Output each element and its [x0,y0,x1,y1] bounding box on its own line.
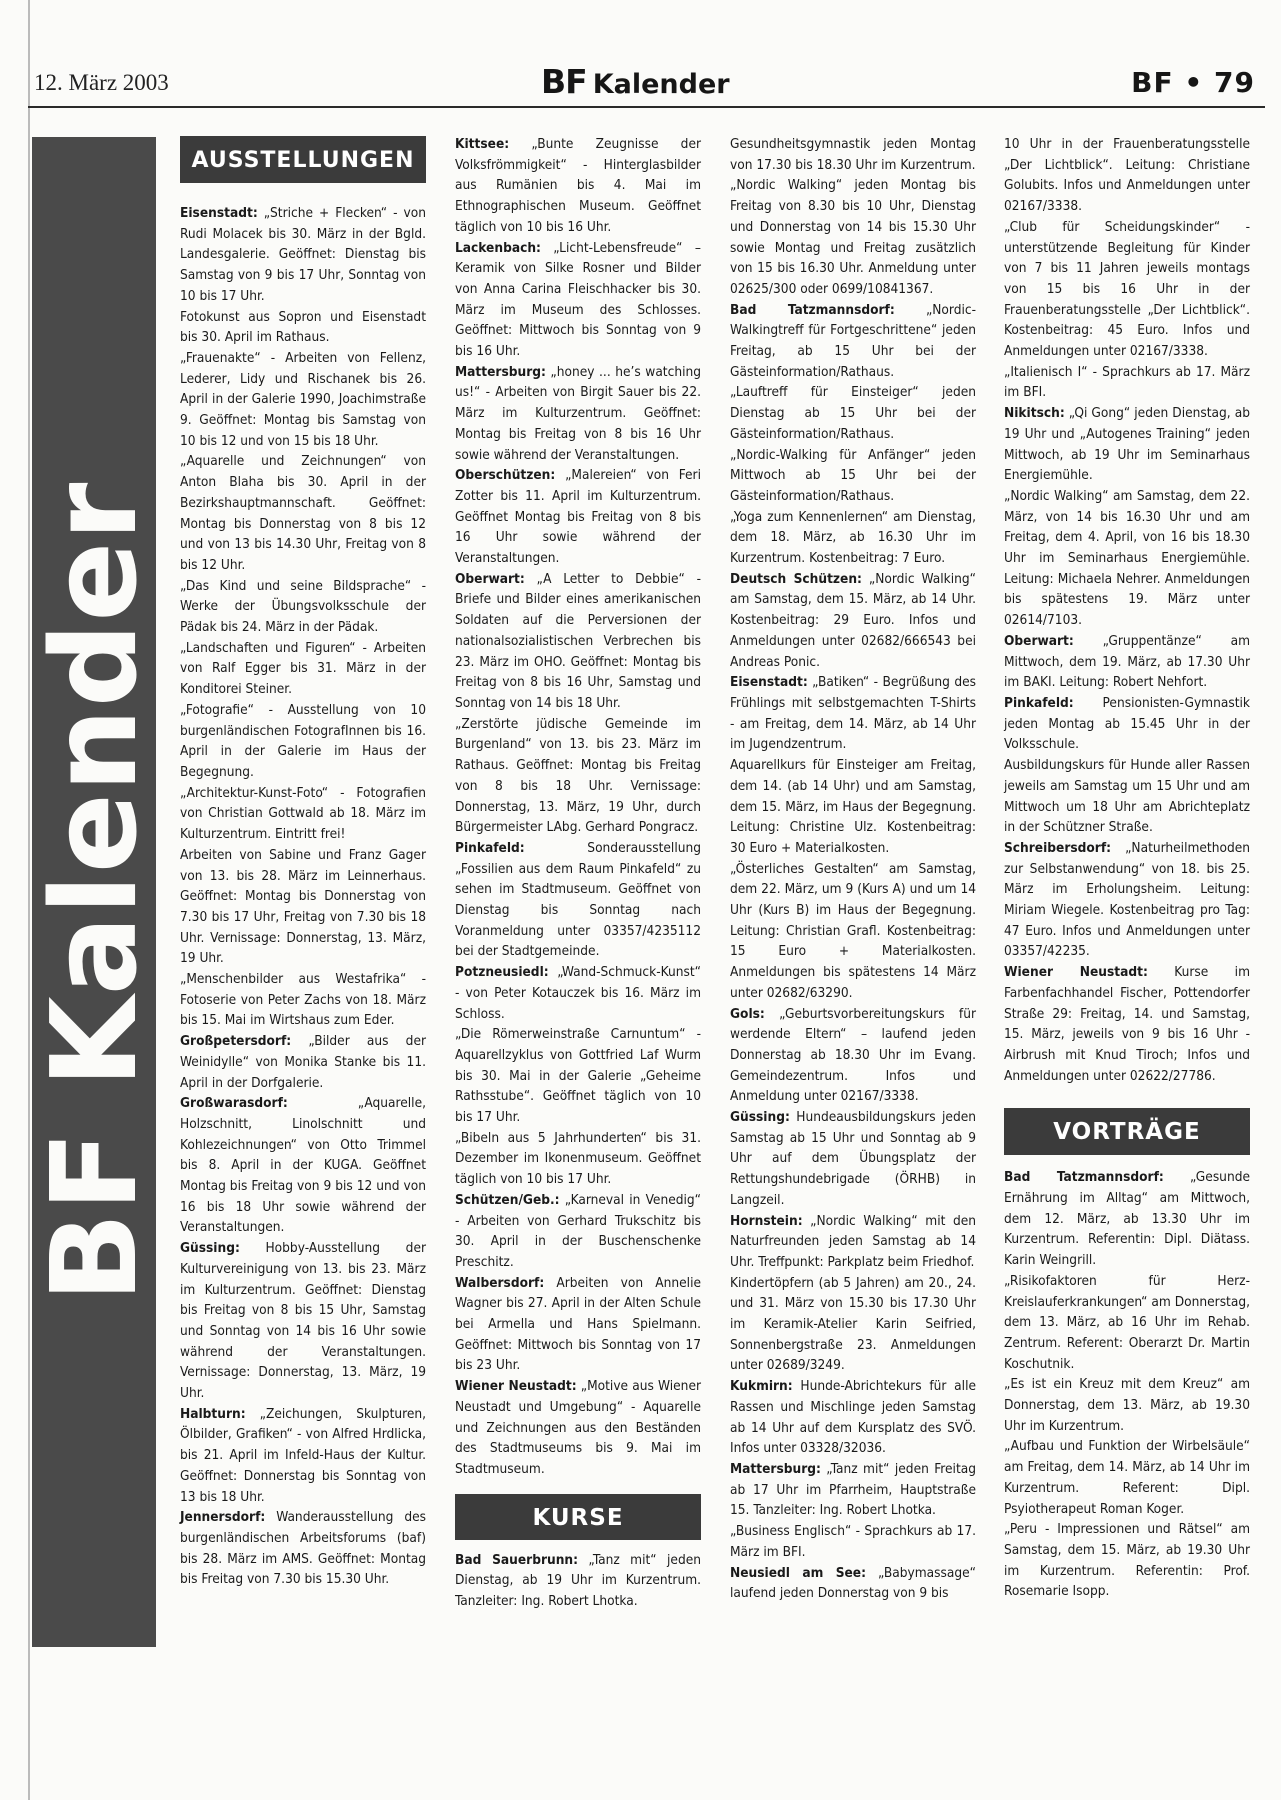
entry-place: Großwarasdorf: [180,1095,288,1112]
calendar-entry [180,1238,426,1404]
entry-text: „A Letter to Debbie“ - Briefe und Bilder eines amerikanischen Soldaten auf die Perversionen der nationalsozialistischen Verbrechen bis 23. März im OHO. Geöffnet: Montag bis Freitag von 8 bis 16 Uhr, Samstag und Sonntag von 14 bis 18 Uhr. [455,570,701,711]
entry-place: Bad Tatzmannsdorf: [1004,1169,1164,1186]
entry-text: „Gesunde Ernährung im Alltag“ am Mittwoch, dem 12. März, ab 13.30 Uhr im Kurzentrum. Referentin: Dipl. Diätass. Karin Weingrill. [1004,1169,1250,1269]
entry-text: „honey ... he’s watching us!“ - Arbeiten von Birgit Sauer bis 22. März im Kulturzentrum. Geöffnet: Montag bis Freitag von 8 bis 16 Uhr sowie während der Veranstaltungen. [455,363,701,463]
calendar-entry [180,451,426,575]
entry-place: Wiener Neustadt: [455,1378,577,1395]
calendar-entry [730,445,976,507]
calendar-entry [455,962,701,1024]
entry-text: „Geburtsvorbereitungskurs für werdende Eltern“ – laufend jeden Donnerstag ab 18.30 Uhr im Evang. Gemeindezentrum. Infos und Anmeldung unter 02167/3338. [730,1005,976,1105]
calendar-entry [180,203,426,307]
calendar-entry [730,1004,976,1108]
calendar-entry [730,1273,976,1377]
calendar-entry [180,1031,426,1093]
entry-text: „Menschenbilder aus Westafrika“ - Fotoserie von Peter Zachs von 18. März bis 15. Mai im Wirtshaus zum Eder. [180,971,426,1029]
calendar-entry [455,838,701,962]
entry-text: „Bilder aus der Weinidylle“ von Monika Stanke bis 11. April in der Dorfgalerie. [180,1033,426,1091]
entry-text: „Nordic-Walking für Anfänger“ jeden Mittwoch ab 15 Uhr bei der Gästeinformation/Rathaus. [730,446,976,504]
calendar-entry [180,845,426,969]
calendar-entry [1004,631,1250,693]
calendar-entry [1004,838,1250,962]
entry-text: „Aquarelle, Holzschnitt, Linolschnitt und Kohlezeichnungen“ von Otto Trimmel bis 8. April in der KUGA. Geöffnet Montag bis Freitag von 9 bis 12 und von 16 bis 18 Uhr sowie während der Veranstaltungen. [180,1095,426,1236]
entry-text: Hundeausbildungskurs jeden Samstag ab 15 Uhr und Sonntag ab 9 Uhr auf dem Übungsplatz der Rettungshundebrigade (ÖRHB) in Langzeil. [730,1109,976,1208]
calendar-entry [180,1093,426,1238]
entry-place: Gols: [730,1005,765,1022]
entry-text: „Nordic-Walkingtreff für Fortgeschrittene“ jeden Freitag, ab 15 Uhr bei der Gästeinformation/Rathaus. [730,301,977,380]
calendar-entry [730,755,976,859]
calendar-entry [180,1507,426,1590]
entry-text: „Frauenakte“ - Arbeiten von Fellenz, Lederer, Lidy und Rischanek bis 26. April in der Galerie 1990, Joachimstraße 9. Geöffnet: Montag bis Samstag von 10 bis 12 und von 15 bis 18 Uhr. [180,349,426,449]
calendar-entry [1004,1271,1250,1375]
entry-place: Potzneusiedl: [455,964,549,981]
entry-place: Lackenbach: [455,239,541,256]
entry-place: Mattersburg: [730,1461,821,1477]
column-4 [1004,134,1250,1602]
entry-text: Sonderausstellung „Fossilien aus dem Raum Pinkafeld“ zu sehen im Stadtmuseum. Geöffnet von Dienstag bis Sonntag nach Voranmeldung unter 03357/4235112 bei der Stadtgemeinde. [455,839,701,960]
calendar-entry [1004,1436,1250,1519]
entries [455,134,701,1480]
calendar-entry [455,1273,701,1377]
calendar-entry [730,300,976,383]
calendar-entry [730,672,976,755]
entry-text: Ausbildungskurs für Hunde aller Rassen jeweils am Samstag um 15 Uhr und am Mittwoch um 18 Uhr am Abrichteplatz in der Schützner Straße. [1004,757,1250,836]
calendar-entry [1004,403,1250,486]
section-heading-ausstellungen: AUSSTELLUNGEN [180,136,426,183]
column-1 [180,134,426,1590]
header-rule [28,106,1265,108]
section-title [541,62,730,101]
calendar-entry [730,1521,976,1562]
side-banner [25,137,163,1647]
entry-text: „Club für Scheidungskinder“ - unterstützende Begleitung für Kinder von 7 bis 11 Jahren jeweils montags von 15 bis 16 Uhr in der Frauenberatungsstelle „Der Lichtblick“. Kostenbeitrag: 45 Euro. Infos und Anmeldungen unter 02167/3338. [1004,218,1250,360]
calendar-entry [1004,486,1250,631]
entry-place: Güssing: [180,1240,240,1257]
entry-place: Jennersdorf: [180,1509,266,1526]
entry-text: „Fotografie“ - Ausstellung von 10 burgenländischen FotografInnen bis 16. April in der Galerie im Haus der Begegnung. [180,701,426,780]
calendar-entry [455,1190,701,1273]
entry-place: Walbersdorf: [455,1274,545,1291]
column-3 [730,134,976,1604]
section-heading-kurse: KURSE [455,1494,701,1540]
calendar-entry [180,783,426,845]
entry-text: Hobby-Ausstellung der Kulturvereinigung von 13. bis 23. März im Kulturzentrum. Geöffnet: Dienstag bis Freitag von 8 bis 15 Uhr, Samstag und Sonntag von 14 bis 16 Uhr sowie während der Veranstaltungen. Vernissage: Donnerstag, 13. März, 19 Uhr. [180,1240,426,1402]
entry-place: Eisenstadt: [730,674,808,691]
calendar-entry [730,569,976,673]
entry-text: Aquarellkurs für Einsteiger am Freitag, dem 14. (ab 14 Uhr) und am Samstag, dem 15. März, im Haus der Begegnung. Leitung: Christine Ulz. Kostenbeitrag: 30 Euro + Materialkosten. [730,757,976,856]
entry-text: „Tanz mit“ jeden Freitag ab 17 Uhr im Pfarrheim, Hauptstraße 15. Tanzleiter: Ing. Robert Lhotka. [730,1461,976,1519]
calendar-entry [455,1550,701,1612]
entry-place: Bad Sauerbrunn: [455,1551,579,1568]
calendar-entry [455,134,701,238]
column-2 [455,134,701,1612]
entry-place: Halbturn: [180,1405,246,1422]
entry-text: „Naturheilmethoden zur Selbstanwendung“ von 18. bis 25. März im Erholungsheim. Leitung: Miriam Wiegele. Kostenbeitrag pro Tag: 47 Euro. Infos und Anmeldungen unter 03357/42235. [1004,839,1250,960]
calendar-entry [455,465,701,569]
entry-text: „Aquarelle und Zeichnungen“ von Anton Blaha bis 30. April in der Bezirkshauptmannschaft. Geöffnet: Montag bis Donnerstag von 8 bis 12 und von 13 bis 14.30 Uhr, Freitag von 8 bis 12 Uhr. [180,453,426,573]
entry-place: Eisenstadt: [180,205,258,221]
entry-place: Kittsee: [455,136,510,152]
calendar-entry [1004,1167,1250,1271]
calendar-entry [1004,1519,1250,1602]
calendar-entry [730,1107,976,1211]
entry-place: Pinkafeld: [455,839,525,856]
entry-text: Hunde-Abrichtekurs für alle Rassen und Mischlinge jeden Samstag ab 14 Uhr auf dem Kursplatz des SVÖ. Infos unter 03328/32036. [730,1378,976,1457]
entry-place: Hornstein: [730,1212,803,1229]
entry-text: „Italienisch I“ - Sprachkurs ab 17. März im BFI. [1004,363,1250,401]
entry-place: Neusiedl am See: [730,1564,866,1581]
entry-text: „Karneval in Venedig“ - Arbeiten von Gerhard Trukschitz bis 30. April in der Buschenschenke Preschitz. [455,1191,701,1270]
side-banner-text: BF Kalender [25,481,163,1303]
entry-text: „Es ist ein Kreuz mit dem Kreuz“ am Donnerstag, dem 13. März, ab 19.30 Uhr im Kurzentrum. [1004,1376,1250,1434]
entry-text: „Bibeln aus 5 Jahrhunderten“ bis 31. Dezember im Ikonenmuseum. Geöffnet täglich von 10 bis 17 Uhr. [455,1129,701,1188]
entry-text: Arbeiten von Annelie Wagner bis 27. April in der Alten Schule bei Armella und Hans Spielmann. Geöffnet: Mittwoch bis Sonntag von 17 bis 23 Uhr. [455,1274,701,1374]
calendar-entry [730,1563,976,1604]
entry-text: „Risikofaktoren für Herz-Kreislauferkrankungen“ am Donnerstag, dem 13. März, ab 16 Uhr im Rehab. Zentrum. Referent: Oberarzt Dr. Martin Koschutnik. [1004,1272,1250,1372]
calendar-entry [180,307,426,348]
entry-text: Arbeiten von Sabine und Franz Gager von 13. bis 28. März im Leinnerhaus. Geöffnet: Montag bis Donnerstag von 7.30 bis 17 Uhr, Freitag von 7.30 bis 18 Uhr. Vernissage: Donnerstag, 13. März, 19 Uhr. [180,846,426,967]
calendar-entry [180,969,426,1031]
entry-text: „Wand-Schmuck-Kunst“ - von Peter Kotauczek bis 16. März im Schloss. [455,964,701,1022]
calendar-entry [730,859,976,1004]
entry-text: Fotokunst aus Sopron und Eisenstadt bis 30. April im Rathaus. [180,308,426,346]
entry-text: „Zerstörte jüdische Gemeinde im Burgenland“ von 13. bis 23. März im Rathaus. Geöffnet: Montag bis Freitag von 8 bis 18 Uhr. Vernissage: Donnerstag, 13. März, 19 Uhr, durch Bürgermeister LAbg. Gerhard Pongracz. [455,715,701,836]
page-number: BF • 79 [1131,66,1255,99]
calendar-entry [455,1376,701,1480]
calendar-entry [730,134,976,175]
entry-place: Schützen/Geb.: [455,1191,560,1208]
calendar-entry [455,569,701,714]
calendar-entry [730,175,976,299]
entry-text: „Yoga zum Kennenlernen“ am Dienstag, dem 18. März, ab 16.30 Uhr im Kurzentrum. Kostenbeitrag: 7 Euro. [730,508,976,567]
entry-text: „Babymassage“ laufend jeden Donnerstag von 9 bis [730,1564,977,1602]
entry-text: „Motive aus Wiener Neustadt und Umgebung“ - Aquarelle und Zeichnungen aus den Beständen des Stadtmuseums bis 9. Mai im Stadtmuseum. [455,1378,701,1477]
entry-text: „Nordic Walking“ jeden Montag bis Freitag von 8.30 bis 10 Uhr, Dienstag und Donnerstag von 14 bis 15.30 Uhr sowie Montag und Freitag zusätzlich von 15 bis 16.30 Uhr. Anmeldung unter 02625/300 oder 0699/10841367. [730,177,976,297]
calendar-entry [180,576,426,638]
entries [455,1550,701,1612]
entry-text: „Gruppentänze“ am Mittwoch, dem 19. März, ab 17.30 Uhr im BAKI. Leitung: Robert Nehfort. [1004,632,1250,691]
calendar-entry [1004,362,1250,403]
entry-text: „Aufbau und Funktion der Wirbelsäule“ am Freitag, dem 14. März, ab 14 Uhr im Kurzentrum. Referent: Dipl. Psyiotherapeut Roman Koger. [1004,1438,1250,1517]
entry-place: Großpetersdorf: [180,1033,292,1050]
entry-place: Oberschützen: [455,467,556,484]
entry-text: „Batiken“ - Begrüßung des Frühlings mit selbstgemachten T-Shirts - am Freitag, dem 14. März, ab 14 Uhr im Jugendzentrum. [730,674,976,753]
entry-text: „Nordic Walking“ am Samstag, dem 15. März, ab 14 Uhr. Kostenbeitrag: 29 Euro. Infos und Anmeldungen unter 02682/666543 bei Andreas Ponic. [730,570,976,670]
entry-place: Wiener Neustadt: [1004,964,1148,981]
entries [1004,134,1250,1086]
entry-text: „Architektur-Kunst-Foto“ - Fotografien von Christian Gottwald ab 18. März im Kulturzentrum. Eintritt frei! [180,784,426,843]
calendar-entry [730,1211,976,1273]
calendar-entry [1004,1374,1250,1436]
entry-text: „Die Römerweinstraße Carnuntum“ - Aquarellzyklus von Gottfried Laf Wurm bis 30. Mai in der Galerie „Geheime Rathsstube“. Geöffnet täglich von 10 bis 17 Uhr. [455,1026,701,1126]
entry-place: Mattersburg: [455,363,546,380]
entry-place: Deutsch Schützen: [730,570,862,587]
entry-place: Nikitsch: [1004,405,1065,422]
entry-text: „Malereien“ von Feri Zotter bis 11. April im Kulturzentrum. Geöffnet Montag bis Freitag von 8 bis 16 Uhr sowie während der Veranstaltungen. [455,467,701,567]
issue-date: 12. März 2003 [34,70,169,95]
entry-text: „Business Englisch“ - Sprachkurs ab 17. März im BFI. [730,1523,976,1560]
entry-text: „Landschaften und Figuren“ - Arbeiten von Ralf Egger bis 31. März in der Konditorei Steiner. [180,639,426,698]
entry-place: Kukmirn: [730,1378,793,1395]
entries [730,134,976,1604]
entry-text: „Nordic Walking“ mit den Naturfreunden jeden Samstag ab 14 Uhr. Treffpunkt: Parkplatz beim Friedhof. [730,1212,976,1270]
entry-text: „Lauftreff für Einsteiger“ jeden Dienstag ab 15 Uhr bei der Gästeinformation/Rathaus. [730,384,976,442]
entries [180,203,426,1590]
calendar-entry [1004,217,1250,362]
calendar-entry [730,382,976,444]
calendar-entry [455,714,701,838]
calendar-entry [455,238,701,362]
entry-text: „Zeichungen, Skulpturen, Ölbilder, Grafiken“ - von Alfred Hrdlicka, bis 21. April im Infeld-Haus der Kultur. Geöffnet: Donnerstag bis Sonntag von 13 bis 18 Uhr. [180,1405,426,1505]
entry-text: „Das Kind und seine Bildsprache“ - Werke der Übungsvolksschule der Pädak bis 24. März in der Pädak. [180,577,426,636]
calendar-entry [730,1376,976,1459]
entry-text: „Nordic Walking“ am Samstag, dem 22. März, von 14 bis 16.30 Uhr und am Freitag, dem 4. April, von 16 bis 18.30 Uhr im Seminarhaus Energiemühle. Leitung: Michaela Nehrer. Anmeldungen bis spätestens 19. März unter 02614/7103. [1004,487,1250,629]
calendar-entry [455,1024,701,1128]
calendar-entry [730,1459,976,1521]
entry-place: Oberwart: [1004,632,1074,649]
entry-text: „Peru - Impressionen und Rätsel“ am Samstag, dem 15. März, ab 19.30 Uhr im Kurzentrum. Referentin: Prof. Rosemarie Isopp. [1004,1521,1250,1600]
entry-text: „Qi Gong“ jeden Dienstag, ab 19 Uhr und „Autogenes Training“ jeden Mittwoch, ab 19 Uhr im Seminarhaus Energiemühle. [1004,405,1250,484]
calendar-entry [1004,755,1250,838]
calendar-entry [1004,693,1250,755]
entry-text: Kindertöpfern (ab 5 Jahren) am 20., 24. und 31. März von 15.30 bis 17.30 Uhr im Keramik-Atelier Karin Seifried, Sonnenbergstraße 23. Anmeldungen unter 02689/3249. [730,1274,976,1374]
calendar-entry [180,638,426,700]
entry-place: Oberwart: [455,570,525,587]
calendar-entry [730,507,976,569]
entry-text: Pensionisten-Gymnastik jeden Montag ab 15.45 Uhr in der Volksschule. [1004,694,1250,753]
section-heading-vortraege: VORTRÄGE [1004,1108,1250,1155]
entry-text: Kurse im Farbenfachhandel Fischer, Pottendorfer Straße 29: Freitag, 14. und Samstag, 15. März, jeweils von 9 bis 16 Uhr - Airbrush mit Knud Tiroch; Infos und Anmeldungen unter 02622/27786. [1004,964,1250,1084]
calendar-entry [180,1404,426,1508]
entry-text: „Striche + Flecken“ - von Rudi Molacek bis 30. März in der Bgld. Landesgalerie. Geöffnet: Dienstag bis Samstag von 9 bis 17 Uhr, Sonntag von 10 bis 17 Uhr. [180,205,426,304]
entry-text: „Licht-Lebensfreude“ – Keramik von Silke Rosner und Bilder von Anna Carina Fleischhacker bis 30. März im Museum des Schlosses. Geöffnet: Mittwoch bis Sonntag von 9 bis 16 Uhr. [455,239,701,360]
section-title-word: Kalender [592,69,730,100]
brand-logo: BF [541,62,587,101]
entry-text: Wanderausstellung des burgenländischen Arbeitsforums (baf) bis 28. März im AMS. Geöffnet: Montag bis Freitag von 7.30 bis 15.30 Uhr. [180,1509,426,1588]
entry-place: Güssing: [730,1109,790,1126]
entry-text: „Österliches Gestalten“ am Samstag, dem 22. März, um 9 (Kurs A) und um 14 Uhr (Kurs B) im Haus der Begegnung. Leitung: Christian Grafl. Kostenbeitrag: 15 Euro + Materialkosten. Anmeldungen bis spätestens 14 März unter 02682/63290. [730,860,976,1001]
calendar-entry [180,348,426,452]
entry-place: Pinkafeld: [1004,694,1074,711]
entries [1004,1167,1250,1602]
calendar-entry [455,1128,701,1190]
entry-place: Bad Tatzmannsdorf: [730,301,895,318]
calendar-entry [1004,134,1250,217]
entry-text: Gesundheitsgymnastik jeden Montag von 17.30 bis 18.30 Uhr im Kurzentrum. [730,136,976,173]
calendar-entry [455,362,701,466]
entry-place: Schreibersdorf: [1004,839,1112,856]
calendar-entry [180,700,426,783]
entry-text: „Bunte Zeugnisse der Volksfrömmigkeit“ - Hinterglasbilder aus Rumänien bis 4. Mai im Ethnographischen Museum. Geöffnet täglich von 10 bis 16 Uhr. [455,136,701,235]
entry-text: 10 Uhr in der Frauenberatungsstelle „Der Lichtblick“. Leitung: Christiane Golubits. Infos und Anmeldungen unter 02167/3338. [1004,136,1250,215]
calendar-entry [1004,962,1250,1086]
entry-text: „Tanz mit“ jeden Dienstag, ab 19 Uhr im Kurzentrum. Tanzleiter: Ing. Robert Lhotka. [455,1551,701,1610]
